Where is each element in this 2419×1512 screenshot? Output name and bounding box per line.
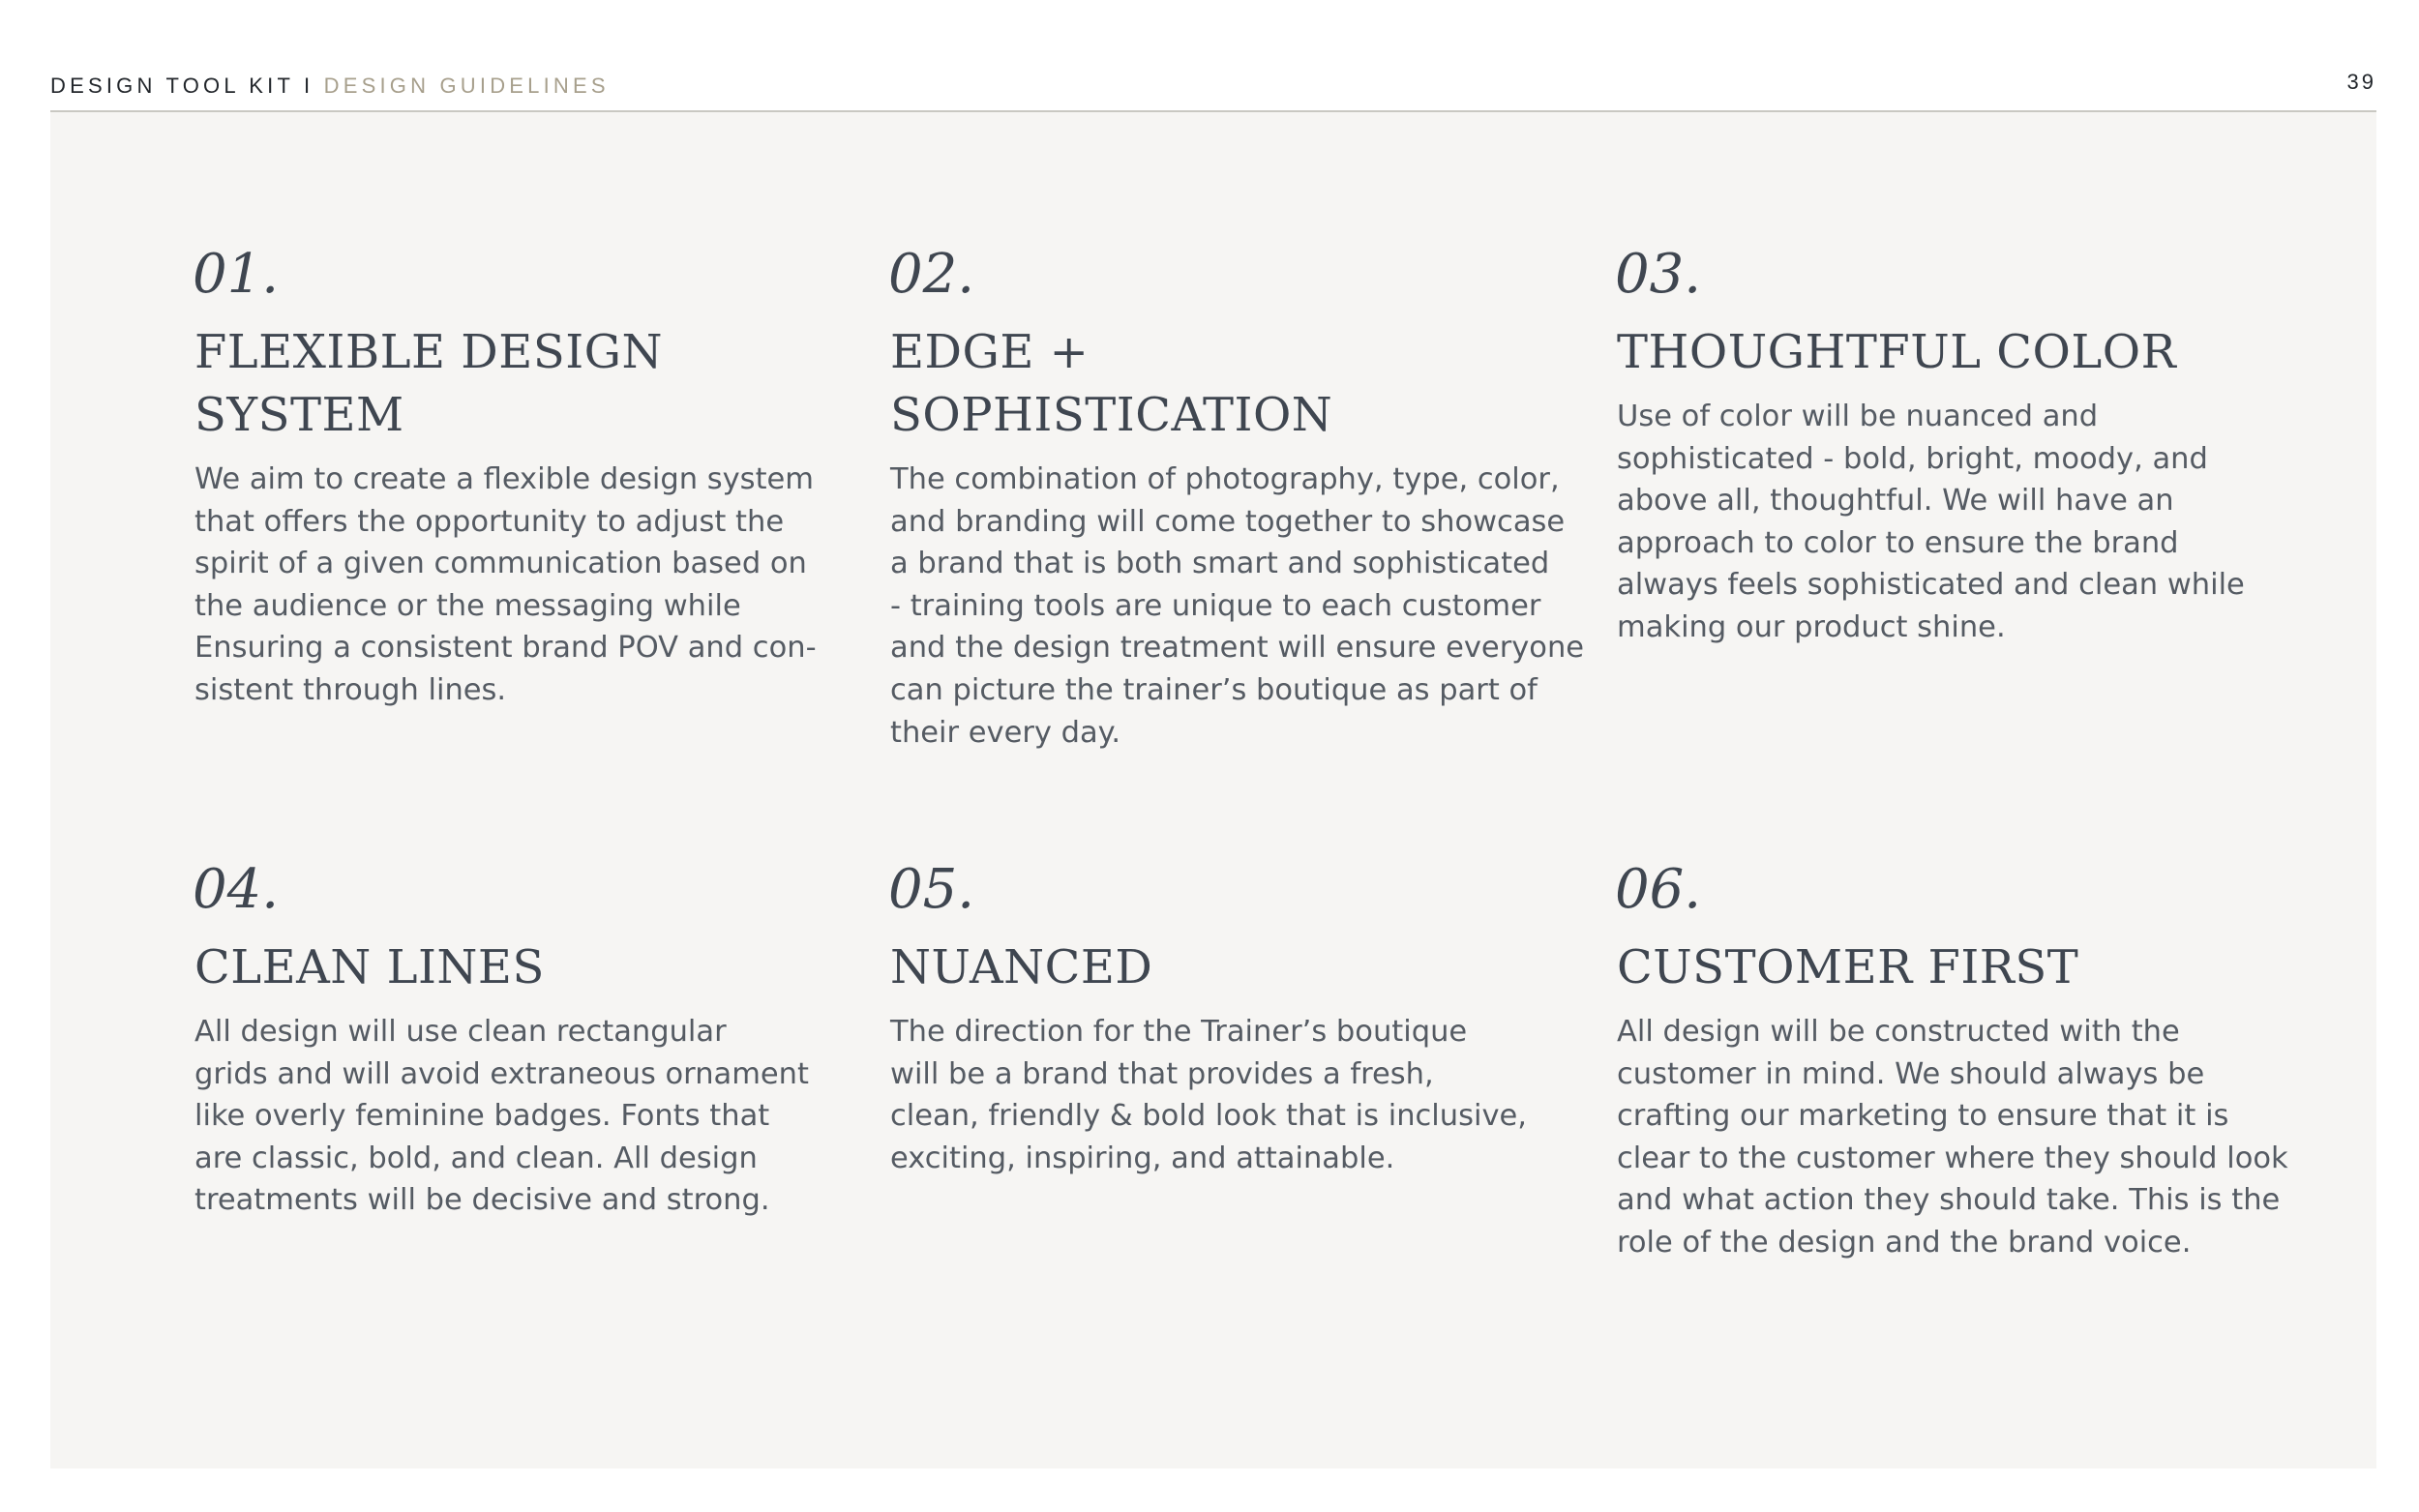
guideline-title: EDGE + SOPHISTICATION: [890, 325, 1333, 442]
guideline-title: NUANCED: [890, 940, 1153, 994]
guideline-nuanced: [890, 859, 1587, 1179]
guideline-body: Use of color will be nuanced and sophisticated - bold, bright, moody, and above all, thoughtful. We will have an approach to color to ensure the brand always feels sophisticated and clean while making our product shine.: [1617, 400, 2245, 644]
guideline-number: 06.: [1615, 858, 1702, 921]
guideline-body: All design will use clean rectangular grids and will avoid extraneous ornament like overly feminine badges. Fonts that are classic, bold, and clean. All design treatments will be decisive and strong.: [194, 1015, 809, 1218]
guideline-number: 01.: [193, 243, 280, 306]
guideline-title: CUSTOMER FIRST: [1617, 940, 2079, 994]
guideline-body: The direction for the Trainer’s boutique will be a brand that provides a fresh, clean, friendly & bold look that is inclusive, exciting, inspiring, and attainable.: [890, 1015, 1527, 1175]
guideline-flexible-design-system: [194, 244, 872, 712]
guideline-number: 03.: [1615, 243, 1702, 306]
header-breadcrumb: [50, 74, 610, 99]
guideline-number: 05.: [888, 858, 975, 921]
guideline-body: All design will be constructed with the customer in mind. We should always be crafting our marketing to ensure that it is clear to the customer where they should look and what action they should take. This is the role of the design and the brand voice.: [1617, 1015, 2288, 1260]
guideline-number: 04.: [193, 858, 280, 921]
guideline-customer-first: [1617, 859, 2314, 1264]
kit-label: DESIGN TOOL KIT: [50, 74, 294, 98]
page-number: 39: [2346, 70, 2376, 94]
guideline-body: The combination of photography, type, color, and branding will come together to showcase a brand that is both smart and sophisticated - training tools are unique to each customer and the design treatment will ensure everyone can picture the trainer’s boutique as part of their every day.: [890, 462, 1585, 750]
guideline-thoughtful-color: [1617, 244, 2294, 649]
guideline-title: CLEAN LINES: [194, 940, 545, 994]
guideline-edge-sophistication: [890, 244, 1587, 754]
guideline-number: 02.: [888, 243, 975, 306]
section-label: DESIGN GUIDELINES: [323, 74, 610, 98]
header-separator: I: [304, 74, 314, 98]
guideline-clean-lines: [194, 859, 872, 1222]
page-header: [50, 70, 2376, 112]
guideline-title: FLEXIBLE DESIGN SYSTEM: [194, 325, 664, 442]
guideline-body: We aim to create a flexible design system that offers the opportunity to adjust the spirit of a given communication based on the audience or the messaging while Ensuring a consistent brand POV and con- sistent through lines.: [194, 462, 817, 707]
guideline-title: THOUGHTFUL COLOR: [1617, 325, 2177, 379]
